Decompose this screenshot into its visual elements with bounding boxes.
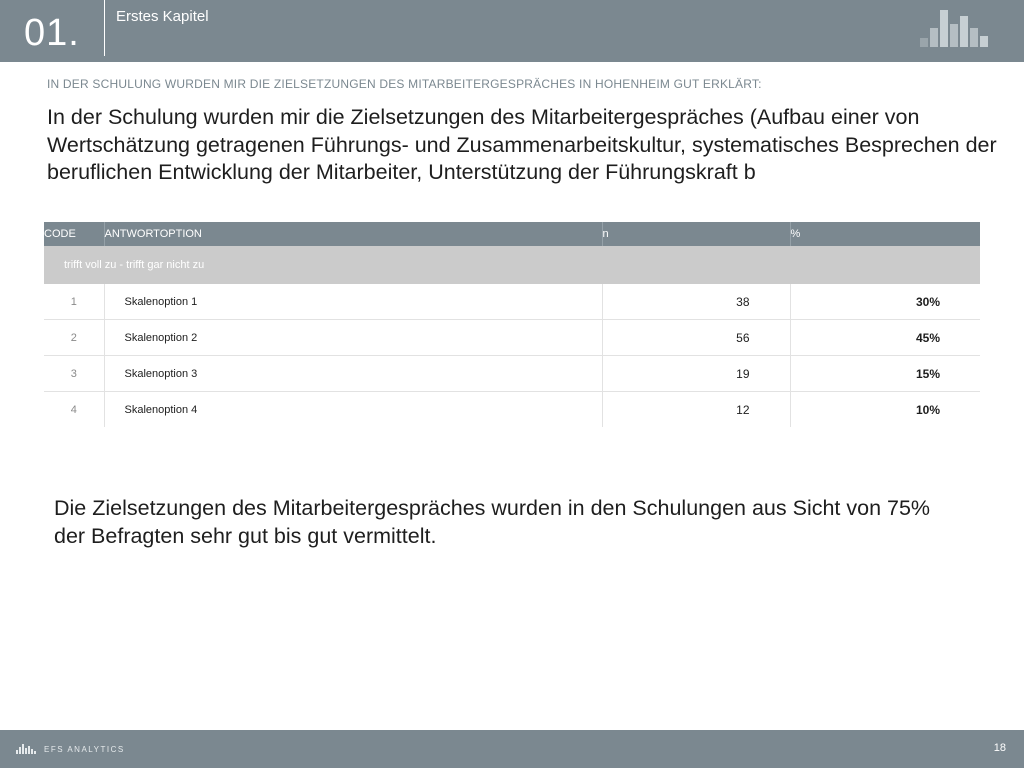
row-percent: 15%: [790, 356, 980, 392]
header-code: CODE: [44, 222, 104, 246]
row-option: Skalenoption 4: [104, 392, 602, 428]
results-table: [44, 222, 980, 427]
scale-group-row: [44, 246, 980, 284]
footer-logo: [16, 744, 125, 754]
row-code: 3: [44, 356, 104, 392]
row-option: Skalenoption 1: [104, 284, 602, 320]
table-row: [44, 320, 980, 356]
row-option: Skalenoption 2: [104, 320, 602, 356]
row-percent: 30%: [790, 284, 980, 320]
page-number: 18: [993, 742, 1006, 754]
footer-brand: EFS ANALYTICS: [44, 745, 125, 754]
table-row: [44, 392, 980, 428]
table-row: [44, 284, 980, 320]
row-percent: 45%: [790, 320, 980, 356]
scale-group-label: trifft voll zu - trifft gar nicht zu: [44, 246, 980, 284]
row-n: 12: [602, 392, 790, 428]
row-percent: 10%: [915, 402, 940, 417]
chapter-title: Erstes Kapitel: [116, 8, 209, 25]
question-subtitle: IN DER SCHULUNG WURDEN MIR DIE ZIELSETZUNGEN DES MITARBEITERGESPRÄCHES IN HOHENHEIM GUT ERKLÄRT:: [47, 77, 762, 91]
header-percent: %: [790, 222, 980, 246]
table-row: [44, 356, 980, 392]
question-text: In der Schulung wurden mir die Zielsetzungen des Mitarbeitergespräches (Aufbau einer von Wertschätzung getragenen Führungs- und Zusammenarbeitskultur, systematisches Besprechen der beruflichen Entwicklung der Mitarbeiter, Unterstützung der Führungskraft b: [47, 105, 997, 184]
header-bar: [0, 0, 1024, 62]
footer-logo-icon: [16, 744, 38, 754]
row-code: 4: [44, 392, 104, 428]
row-code: 2: [44, 320, 104, 356]
header-divider: [104, 0, 105, 56]
header-n: n: [602, 222, 790, 246]
row-n: 56: [602, 320, 790, 356]
row-code: 1: [44, 284, 104, 320]
row-n: 38: [602, 284, 790, 320]
header-option: ANTWORTOPTION: [104, 222, 602, 246]
conclusion-text: Die Zielsetzungen des Mitarbeitergespräches wurden in den Schulungen aus Sicht von 75% der Befragten sehr gut bis gut vermittelt.: [54, 496, 931, 548]
chapter-number: 01.: [24, 12, 80, 54]
footer-bar: [0, 730, 1024, 768]
row-n: 19: [602, 356, 790, 392]
table-header-row: [44, 222, 980, 246]
row-option: Skalenoption 3: [104, 356, 602, 392]
bar-chart-logo-icon: [918, 8, 998, 48]
